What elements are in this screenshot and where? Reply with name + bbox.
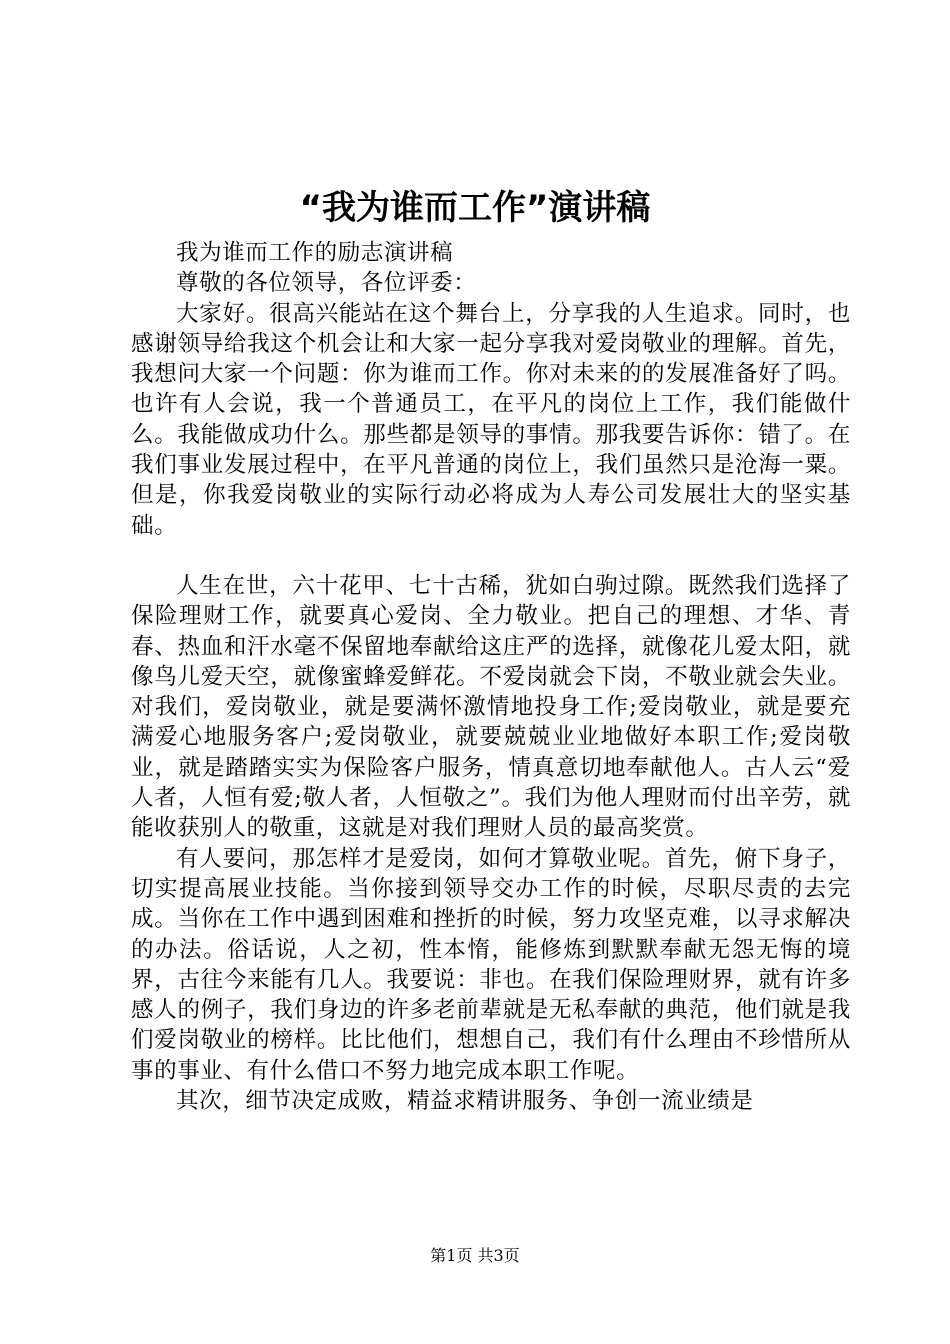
document-body [131,238,851,1116]
paragraph-question: 有人要问，那怎样才是爱岗，如何才算敬业呢。首先，俯下身子，切实提高展业技能。当你接到领导交办工作的时候，尽职尽责的去完成。当你在工作中遇到困难和挫折的时候，努力攻坚克难，以寻求解决的办法。俗话说，人之初，性本惰，能修炼到默默奉献无怨无悔的境界，古往今来能有几人。我要说：非也。在我们保险理财界，就有许多感人的例子，我们身边的许多老前辈就是无私奉献的典范，他们就是我们爱岗敬业的榜样。比比他们，想想自己，我们有什么理由不珍惜所从事的事业、有什么借口不努力地完成本职工作呢。 [131,845,851,1084]
page-footer: 第1页 共3页 [430,1246,520,1265]
paragraph-salutation: 尊敬的各位领导，各位评委： [176,270,477,297]
paragraph-details: 其次，细节决定成败，精益求精讲服务、争创一流业绩是 [176,1088,754,1115]
page-title: “我为谁而工作”演讲稿 [299,188,651,228]
paragraph-subtitle: 我为谁而工作的励志演讲稿 [176,240,454,266]
paragraph-intro: 大家好。很高兴能站在这个舞台上，分享我的人生追求。同时，也感谢领导给我这个机会让和大家一起分享我对爱岗敬业的理解。首先，我想问大家一个问题：你为谁而工作。你对未来的的发展准备好了吗。也许有人会说，我一个普通员工，在平凡的岗位上工作，我们能做什么。我能做成功什么。那些都是领导的事情。那我要告诉你：错了。在我们事业发展过程中，在平凡普通的岗位上，我们虽然只是沧海一粟。但是，你我爱岗敬业的实际行动必将成为人寿公司发展壮大的坚实基础。 [131,300,851,539]
paragraph-life: 人生在世，六十花甲、七十古稀，犹如白驹过隙。既然我们选择了保险理财工作，就要真心爱岗、全力敬业。把自己的理想、才华、青春、热血和汗水毫不保留地奉献给这庄严的选择，就像花儿爱太阳，就像鸟儿爱天空，就像蜜蜂爱鲜花。不爱岗就会下岗，不敬业就会失业。对我们，爱岗敬业，就是要满怀激情地投身工作;爱岗敬业，就是要充满爱心地服务客户;爱岗敬业，就要兢兢业业地做好本职工作;爱岗敬业，就是踏踏实实为保险客户服务，情真意切地奉献他人。古人云“爱人者，人恒有爱;敬人者，人恒敬之”。我们为他人理财而付出辛劳，就能收获别人的敬重，这就是对我们理财人员的最高奖赏。 [131,572,851,842]
